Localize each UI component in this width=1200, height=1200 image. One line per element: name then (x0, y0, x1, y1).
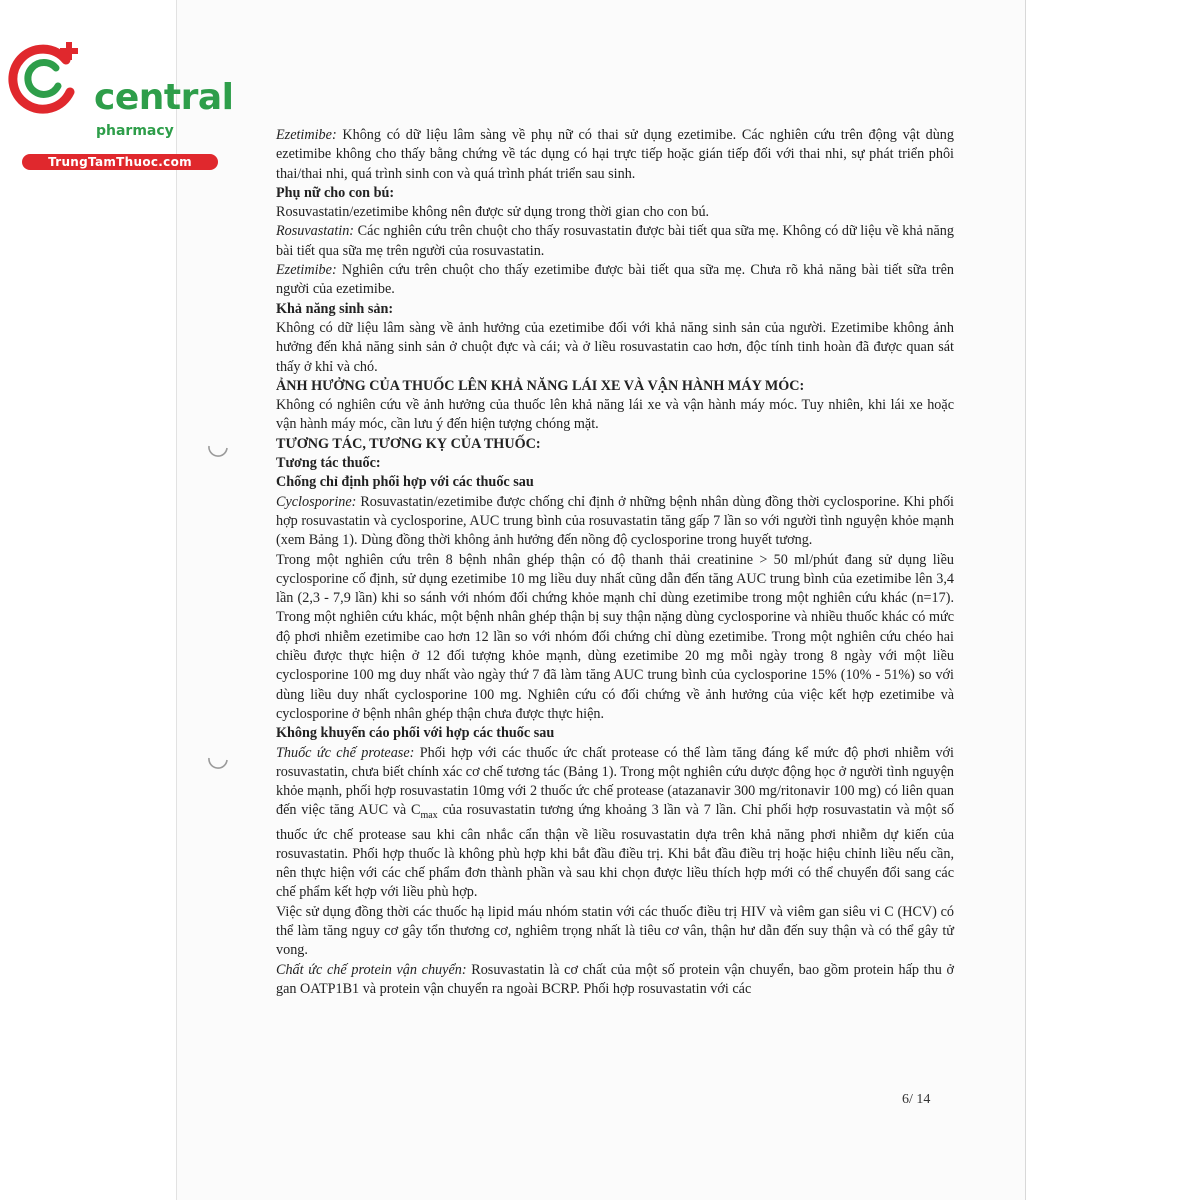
paragraph-lead: Chất ức chế protein vận chuyển: (276, 961, 467, 978)
subscript-text: max (420, 810, 438, 822)
paragraph-text: Trong một nghiên cứu trên 8 bệnh nhân ghép thận có độ thanh thải creatinine > 50 ml/phút đang sử dụng liều cyclosporine cố định, sử dụng ezetimibe 10 mg liều duy nhất cũng dẫn đến tăng AUC trung bình của ezetimibe lên 3,4 lần (2,3 - 7,9 lần) khi so sánh với nhóm đối chứng khỏe mạnh chỉ dùng ezetimibe trong một nghiên cứu khác (n=17). Trong một nghiên cứu khác, một bệnh nhân ghép thận bị suy thận nặng dùng cyclosporine và nhiều thuốc khác có mức độ phơi nhiễm ezetimibe cao hơn 12 lần so với nhóm đối chứng chỉ dùng ezetimibe. Trong một nghiên cứu chéo hai chiều được thực hiện ở 12 đối tượng khỏe mạnh, dùng ezetimibe 20 mg mỗi ngày trong 8 ngày với một liều cyclosporine 100 mg duy nhất vào ngày thứ 7 đã làm tăng AUC trung bình của cyclosporine 15% (10% - 51%) so với dùng liều duy nhất cyclosporine 100 mg. Nghiên cứu có đối chứng về ảnh hưởng của việc kết hợp ezetimibe và cyclosporine ở bệnh nhân ghép thận chưa được thực hiện. (276, 551, 954, 722)
paragraph-text: TƯƠNG TÁC, TƯƠNG KỴ CỦA THUỐC: (276, 435, 541, 452)
section-heading (276, 724, 954, 743)
section-heading (276, 473, 954, 492)
paragraph-text: Không có dữ liệu lâm sàng về ảnh hưởng của ezetimibe đối với khả năng sinh sản của người. Ezetimibe không ảnh hưởng đến khả năng sinh sản ở chuột đực và cái; và ở liều rosuvastatin cao hơn, độc tính tinh hoàn đã được quan sát thấy ở khỉ và chó. (276, 319, 954, 375)
body-paragraph (276, 261, 954, 300)
document-body (276, 126, 954, 999)
paragraph-lead: Ezetimibe: (276, 127, 337, 143)
body-paragraph (276, 493, 954, 551)
body-paragraph (276, 203, 954, 222)
section-heading (276, 300, 954, 319)
section-heading (276, 184, 954, 203)
section-heading (276, 454, 954, 473)
body-paragraph (276, 126, 954, 184)
paragraph-text: ẢNH HƯỞNG CỦA THUỐC LÊN KHẢ NĂNG LÁI XE VÀ VẬN HÀNH MÁY MÓC: (276, 377, 805, 394)
paragraph-text: Phụ nữ cho con bú: (276, 184, 395, 201)
paragraph-text: Tương tác thuốc: (276, 455, 381, 472)
paragraph-lead: Rosuvastatin: (276, 223, 355, 240)
paragraph-text: Rosuvastatin/ezetimibe được chống chỉ định ở những bệnh nhân dùng đồng thời cyclosporine. Khi phối hợp rosuvastatin và cyclosporine, AUC trung bình của rosuvastatin tăng gấp 7 lần so với người tình nguyện khỏe mạnh (xem Bảng 1). Dùng đồng thời không ảnh hưởng đến nồng độ cyclosporine trong huyết tương. (276, 493, 954, 549)
body-paragraph (276, 222, 954, 261)
paragraph-text: Không có dữ liệu lâm sàng về phụ nữ có thai sử dụng ezetimibe. Các nghiên cứu trên động vật dùng ezetimibe không cho thấy bằng chứng về tác dụng có hại trực tiếp hoặc gián tiếp đối với thai nhi, sự phát triển phôi thai/thai nhi, quá trình sinh con và quá trình phát triển sau sinh. (276, 127, 954, 182)
punch-hole-icon (205, 752, 229, 776)
page-margin-right (1025, 0, 1200, 1200)
paragraph-text: Rosuvastatin/ezetimibe không nên được sử dụng trong thời gian cho con bú. (276, 204, 710, 221)
paragraph-lead: Ezetimibe: (276, 262, 337, 279)
punch-hole-icon (205, 440, 229, 464)
paragraph-text: Không khuyến cáo phối với hợp các thuốc sau (276, 725, 555, 742)
body-paragraph (276, 396, 954, 435)
brand-logo[interactable] (8, 36, 234, 169)
paragraph-text: của rosuvastatin tương ứng khoảng 3 lần và 7 lần. Chỉ phối hợp rosuvastatin và một số thuốc ức chế protease sau khi cân nhắc cẩn thận về liều rosuvastatin dựa trên khả năng phơi nhiễm dự kiến của rosuvastatin. Phối hợp thuốc là không phù hợp khi bắt đầu điều trị. Khi bắt đầu điều trị hoặc hiệu chỉnh liều nếu cần, nên thực hiện với các chế phẩm đơn thành phần và sau khi chọn được liều thích hợp mới có thể chuyển đổi sang các chế phẩm kết hợp với liều phù hợp. (276, 802, 954, 901)
paragraph-text: Nghiên cứu trên chuột cho thấy ezetimibe được bài tiết qua sữa mẹ. Chưa rõ khả năng bài tiết sữa trên người của ezetimibe. (276, 262, 954, 298)
brand-banner: TrungTamThuoc.com (22, 154, 218, 170)
paragraph-lead: Cyclosporine: (276, 493, 357, 510)
paragraph-text: Rosuvastatin là cơ chất của một số protein vận chuyển, bao gồm protein hấp thu ở gan OATP1B1 và protein vận chuyển ra ngoài BCRP. Phối hợp rosuvastatin với các (276, 961, 954, 997)
paragraph-lead: Thuốc ức chế protease: (276, 744, 415, 761)
paragraph-text: Phối hợp với các thuốc ức chất protease có thể làm tăng đáng kể mức độ phơi nhiễm với rosuvastatin, chưa biết chính xác cơ chế tương tác (Bảng 1). Trong một nghiên cứu dược động học ở người tình nguyện khỏe mạnh, phối hợp rosuvastatin 10mg với 2 thuốc ức chế protease (atazanavir 300 mg/ritonavir 100 mg) có liên quan đến việc tăng AUC và C (276, 744, 955, 819)
brand-name: central (94, 77, 234, 118)
page-number: 6/ 14 (902, 1092, 931, 1107)
paragraph-text: Chống chỉ định phối hợp với các thuốc sau (276, 474, 534, 491)
paragraph-text: Khả năng sinh sản: (276, 300, 394, 317)
page-margin-left (0, 0, 176, 1200)
body-paragraph (276, 319, 954, 377)
body-paragraph (276, 551, 954, 725)
pharmacy-cross-logo-icon (8, 36, 88, 116)
body-paragraph (276, 903, 954, 961)
body-paragraph (276, 961, 954, 1000)
paragraph-text: Việc sử dụng đồng thời các thuốc hạ lipid máu nhóm statin với các thuốc điều trị HIV và viêm gan siêu vi C (HCV) có thể làm tăng nguy cơ gây tổn thương cơ, nghiêm trọng nhất là tiêu cơ vân, thận hư dẫn đến suy thận và có thể gây tử vong. (276, 903, 954, 959)
brand-subtitle: pharmacy (96, 123, 174, 139)
section-heading (276, 435, 954, 454)
paragraph-text: Không có nghiên cứu về ảnh hưởng của thuốc lên khả năng lái xe và vận hành máy móc. Tuy nhiên, khi lái xe hoặc vận hành máy móc, cần lưu ý đến hiện tượng chóng mặt. (276, 397, 954, 433)
section-heading (276, 377, 954, 396)
paragraph-text: Các nghiên cứu trên chuột cho thấy rosuvastatin được bài tiết qua sữa mẹ. Không có dữ liệu về khả năng bài tiết qua sữa mẹ trên người của rosuvastatin. (276, 223, 954, 259)
body-paragraph (276, 744, 954, 903)
